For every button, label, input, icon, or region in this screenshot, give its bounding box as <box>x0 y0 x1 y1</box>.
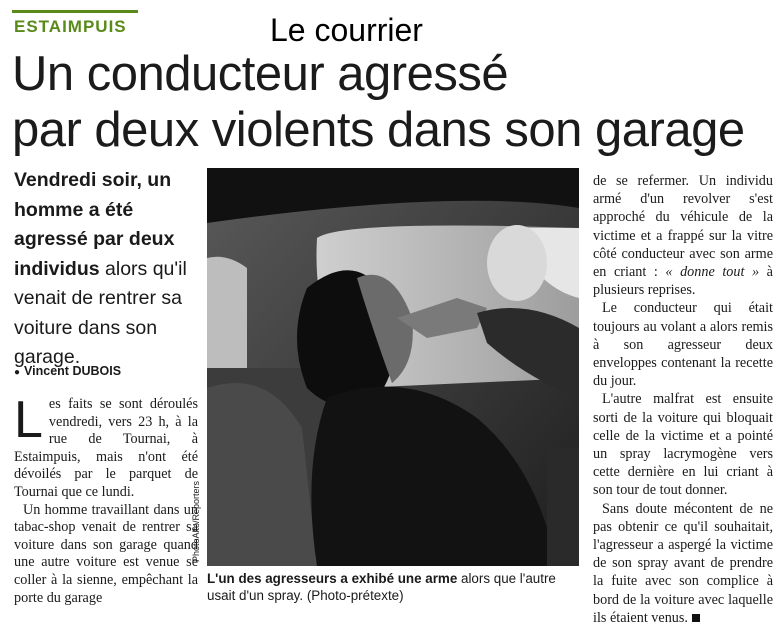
rubric-rule <box>12 10 138 13</box>
lead-paragraph <box>14 166 202 373</box>
paragraph-2: Un homme travaillant dans un tabac-shop venait de rentrer sa voiture dans son garage quand une autre voiture est venue se coller à la sienne, empêchant la porte du garage <box>14 501 198 606</box>
article-column-1 <box>14 391 198 607</box>
photo-credit: PhotoAlto/Reporters <box>191 480 201 562</box>
author-name: Vincent DUBOIS <box>24 364 122 378</box>
headline-line-2: par deux violents dans son garage <box>12 103 745 157</box>
paragraph-3: de se refermer. Un individu armé d'un revolver s'est approché du véhicule de la victime et a frappé sur la vitre côté conducteur avec son arme en criant : « donne tout » à plusieurs reprises. <box>593 173 773 299</box>
article-photo <box>207 168 579 566</box>
end-mark-icon <box>692 614 700 622</box>
lead-bold: Vendredi soir, un homme a été agressé par deux individus <box>14 169 175 280</box>
caption-rest: alors que l'autre usait d'un spray. (Photo-prétexte) <box>207 571 556 603</box>
byline <box>14 364 121 378</box>
paragraph-1: Les faits se sont déroulés vendredi, vers 23 h, à la rue de Tournai, à Estaimpuis, mais n'ont été dévoilés par le parquet de Tournai que ce lundi. <box>14 391 198 500</box>
headline <box>12 46 772 158</box>
paragraph-5: L'autre malfrat est ensuite sorti de la voiture qui bloquait celle de la victime et a pointé un spray lacrymogène vers cette dernière en lui criant à son tour de tout donner. <box>593 391 773 499</box>
paragraph-4: Le conducteur qui était toujours au volant a alors remis à son agresseur deux enveloppes contenant la recette du jour. <box>593 300 773 390</box>
caption-bold: L'un des agresseurs a exhibé une arme <box>207 571 458 586</box>
section-rubric: ESTAIMPUIS <box>14 17 127 36</box>
photo-caption <box>207 570 579 604</box>
newspaper-name: Le courrier <box>270 12 423 48</box>
paragraph-6: Sans doute mécontent de ne pas obtenir ce qu'il souhaitait, l'agresseur a aspergé la victime de son spray avant de prendre la fuite avec son complice à bord de la voiture avec laquelle ils étaient venus. <box>593 500 773 626</box>
drop-cap: L <box>14 391 43 449</box>
headline-line-1: Un conducteur agressé <box>12 47 509 101</box>
photo-illustration <box>207 168 579 566</box>
lead-regular: alors qu'il venait de rentrer sa voiture dans son garage. <box>14 257 187 368</box>
bullet-icon: ● <box>14 367 21 378</box>
article-column-3 <box>593 172 773 627</box>
